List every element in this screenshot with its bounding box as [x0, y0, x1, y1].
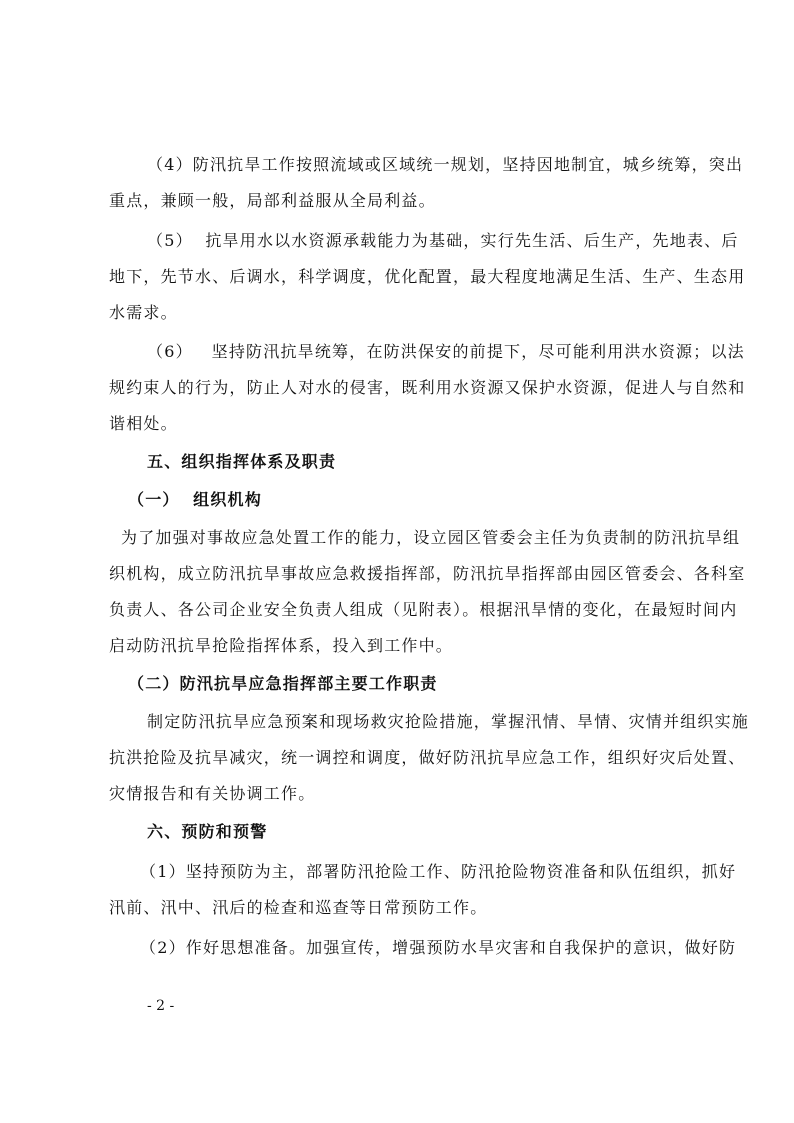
text-line: 为了加强对事故应急处置工作的能力，设立园区管委会主任为负责制的防汛抗旱组 [121, 528, 741, 547]
text-line: 织机构，成立防汛抗旱事故应急救援指挥部，防汛抗旱指挥部由园区管委会、各科室 [109, 564, 746, 583]
text-line: （1）坚持预防为主，部署防汛抢险工作、防汛抢险物资准备和队伍组织，抓好 [140, 862, 737, 881]
text-line: 规约束人的行为，防止人对水的侵害，既利用水资源又保护水资源，促进人与自然和 [109, 378, 746, 397]
text-line: 水需求。 [109, 303, 178, 322]
text-line: 启动防汛抗旱抢险指挥体系，投入到工作中。 [109, 636, 454, 655]
text-line: 地下，先节水、后调水，科学调度，优化配置，最大程度地满足生活、生产、生态用 [109, 267, 746, 286]
subsection-heading: （一） 组织机构 [128, 490, 262, 509]
text-line: 汛前、汛中、汛后的检查和巡查等日常预防工作。 [109, 898, 488, 917]
text-line: 重点，兼顾一般，局部利益服从全局利益。 [109, 191, 436, 210]
subsection-heading: （二）防汛抗旱应急指挥部主要工作职责 [128, 674, 438, 693]
text-line: （4）防汛抗旱工作按照流域或区域统一规划，坚持因地制宜，城乡统筹，突出 [147, 155, 744, 174]
text-line: 抗洪抢险及抗旱减灾，统一调控和调度，做好防汛抗旱应急工作，组织好灾后处置、 [109, 748, 746, 767]
page-number: - 2 - [147, 998, 175, 1014]
text-line: （2）作好思想准备。加强宣传，增强预防水旱灾害和自我保护的意识，做好防 [140, 938, 737, 957]
text-line: 负责人、各公司企业安全负责人组成（见附表）。根据汛旱情的变化，在最短时间内 [109, 600, 738, 619]
text-line: （6） 坚持防汛抗旱统筹，在防洪保安的前提下，尽可能利用洪水资源；以法 [147, 342, 745, 361]
text-line: 谐相处。 [109, 414, 178, 433]
section-heading: 五、组织指挥体系及职责 [147, 452, 337, 471]
section-heading: 六、预防和预警 [147, 822, 268, 841]
text-line: 制定防汛抗旱应急预案和现场救灾抢险措施，掌握汛情、旱情、灾情并组织实施 [147, 712, 750, 731]
text-line: （5） 抗旱用水以水资源承载能力为基础，实行先生活、后生产，先地表、后 [147, 231, 739, 250]
text-line: 灾情报告和有关协调工作。 [109, 784, 316, 803]
